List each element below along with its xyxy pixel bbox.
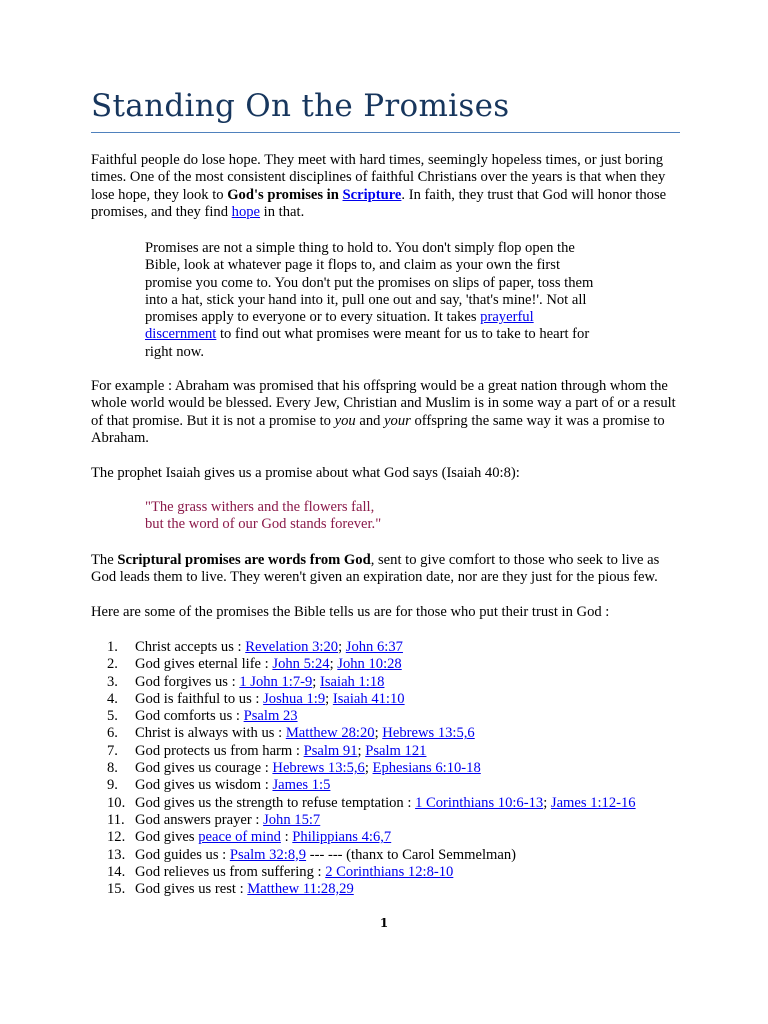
list-item <box>107 847 687 864</box>
reference-separator: ; <box>338 639 346 655</box>
list-item-content <box>135 864 453 881</box>
list-item <box>107 639 687 656</box>
list-item-content <box>135 725 475 742</box>
list-item-number: 2. <box>107 656 118 673</box>
list-item-number: 12. <box>107 829 126 846</box>
title-underline <box>91 132 680 133</box>
list-item-number: 6. <box>107 725 118 742</box>
scripture-link[interactable]: Scripture <box>342 186 402 203</box>
list-item-number: 14. <box>107 863 126 880</box>
list-item-number: 15. <box>107 881 126 898</box>
indented-paragraph <box>145 240 605 361</box>
indented-text-a: Promises are not a simple thing to hold to. You don't simply flop open the Bible, look at whatever page it flops to, and claim as your own the first promise you come to. You don't put the promises on slips of paper, toss them into a hat, stick your hand into it, pull one out and say, 'that's mine!'. Not all promises apply to everyone or to every situation. It takes <box>145 240 594 326</box>
list-item-text: God forgives us : <box>135 673 240 690</box>
reference-separator: ; <box>325 690 333 707</box>
abraham-italic-you: you <box>334 412 356 429</box>
scripture-reference-link[interactable]: Philippians 4:6,7 <box>292 829 392 846</box>
scripture-reference-link[interactable]: 2 Corinthians 12:8-10 <box>325 863 454 880</box>
list-item-content <box>135 812 320 829</box>
scripture-reference-link[interactable]: Psalm 23 <box>243 708 298 725</box>
scripture-reference-link[interactable]: Psalm 91 <box>303 742 358 759</box>
promise-list <box>107 639 687 898</box>
list-item-content <box>135 639 403 656</box>
list-item-text: Christ is always with us : <box>135 725 286 742</box>
reference-separator: ; <box>364 760 373 777</box>
list-item <box>107 725 687 742</box>
scripture-reference-link[interactable]: Isaiah 1:18 <box>320 673 385 690</box>
list-item <box>107 674 687 691</box>
list-item-number: 1. <box>107 639 118 655</box>
intro-text-b: . In faith, they trust that God will honor those promises, and they find <box>91 186 667 220</box>
list-item-text: God comforts us : <box>135 708 244 725</box>
reference-separator: ; <box>374 725 383 742</box>
scriptural-bold: Scriptural promises are words from God <box>117 552 371 568</box>
list-item <box>107 708 687 725</box>
list-item-text: God relieves us from suffering : <box>135 863 326 880</box>
scripture-reference-link[interactable]: Matthew 28:20 <box>285 725 375 742</box>
scripture-reference-link[interactable]: Revelation 3:20 <box>245 639 339 655</box>
reference-separator: ; <box>543 794 551 811</box>
scripture-reference-link[interactable]: Isaiah 41:10 <box>332 690 405 707</box>
list-item-text: God gives us wisdom : <box>135 777 273 794</box>
scripture-reference-link[interactable]: James 1:5 <box>272 777 331 794</box>
list-item-content <box>135 674 384 691</box>
scripture-reference-link[interactable]: John 10:28 <box>337 656 402 673</box>
list-item <box>107 812 687 829</box>
page-title: Standing On the Promises <box>91 88 510 124</box>
list-item-content <box>135 829 391 846</box>
list-item <box>107 829 687 846</box>
intro-text-c: in that. <box>260 203 305 220</box>
list-item-number: 4. <box>107 690 118 707</box>
scripture-reference-link[interactable]: Ephesians 6:10-18 <box>372 760 481 777</box>
scripture-reference-link[interactable]: Psalm 32:8,9 <box>229 846 307 863</box>
list-item-text: God gives us the strength to refuse temptation : <box>135 794 416 811</box>
list-item-number: 11. <box>107 811 125 828</box>
scripture-reference-link[interactable]: Hebrews 13:5,6 <box>382 725 475 742</box>
list-item-text: God guides us : <box>135 846 230 863</box>
list-item-suffix: --- --- (thanx to Carol Semmelman) <box>306 846 516 863</box>
scripture-reference-link[interactable]: John 6:37 <box>345 639 403 655</box>
reference-separator: ; <box>329 656 338 673</box>
list-item-content <box>135 656 402 673</box>
scriptural-text-b: , sent to give comfort to those who seek to live as God leads them to live. They weren't given an expiration date, nor are they just for the pious few. <box>91 552 660 586</box>
reference-separator: ; <box>312 673 320 690</box>
list-item-text: God gives eternal life : <box>135 656 273 673</box>
list-item-number: 7. <box>107 742 118 759</box>
list-item-number: 10. <box>107 794 126 811</box>
list-item <box>107 777 687 794</box>
hope-link[interactable]: hope <box>231 203 261 220</box>
list-item-number: 9. <box>107 777 118 794</box>
quote-line-2: but the word of our God stands forever." <box>145 516 382 533</box>
prayerful-discernment-link[interactable]: prayerful discernment <box>145 309 534 343</box>
page-number: 1 <box>379 916 389 930</box>
list-item-content <box>135 743 426 760</box>
scripture-reference-link[interactable]: John 5:24 <box>272 656 330 673</box>
list-item <box>107 864 687 881</box>
quote-line-1: "The grass withers and the flowers fall, <box>145 499 375 515</box>
list-item-text: God is faithful to us : <box>135 690 264 707</box>
list-item-text: God gives us rest : <box>135 881 248 898</box>
scriptural-promises-paragraph <box>91 552 681 587</box>
list-item-content <box>135 760 481 777</box>
list-item-number: 5. <box>107 708 118 725</box>
list-item <box>107 881 687 898</box>
scripture-reference-link[interactable]: Matthew 11:28,29 <box>247 881 354 898</box>
scriptural-text-a: The <box>91 552 118 568</box>
abraham-italic-your: your <box>384 412 411 429</box>
scripture-reference-link[interactable]: John 15:7 <box>263 811 321 828</box>
list-item-number: 8. <box>107 760 118 777</box>
reference-separator: ; <box>357 742 366 759</box>
list-item-content <box>135 777 330 794</box>
scripture-reference-link[interactable]: Psalm 121 <box>365 742 427 759</box>
list-item <box>107 795 687 812</box>
list-item-content <box>135 708 298 725</box>
abraham-text-b: and <box>355 412 385 429</box>
indented-text-b: to find out what promises were meant for us to take to heart for right now. <box>145 326 590 360</box>
list-intro-paragraph: Here are some of the promises the Bible tells us are for those who put their trust in God : <box>91 604 610 620</box>
list-item-separator: : <box>280 829 293 846</box>
intro-text-a: Faithful people do lose hope. They meet with hard times, seemingly hopeless times, or just boring times. One of the most consistent disciplines of faithful Christians over the years is that when they lose hope, they look to <box>91 152 666 203</box>
isaiah-quote <box>145 499 605 534</box>
list-item-number: 3. <box>107 673 118 690</box>
list-item-text: God protects us from harm : <box>135 742 304 759</box>
list-item-content <box>135 881 354 898</box>
abraham-paragraph <box>91 378 681 447</box>
list-item-content <box>135 847 516 864</box>
intro-paragraph <box>91 152 681 221</box>
list-item-number: 13. <box>107 846 126 863</box>
scripture-reference-link[interactable]: 1 John 1:7-9 <box>239 673 313 690</box>
list-item-text: God answers prayer : <box>135 811 264 828</box>
scripture-reference-link[interactable]: Hebrews 13:5,6 <box>272 760 365 777</box>
list-item-content <box>135 795 636 812</box>
scripture-reference-link[interactable]: James 1:12-16 <box>550 794 636 811</box>
abraham-text-a: For example : Abraham was promised that his offspring would be a great nation through whom the whole world would be blessed. Every Jew, Christian and Muslim is in some way a part of or a result of that promise. But it is not a promise to <box>91 378 676 429</box>
list-item <box>107 691 687 708</box>
intro-bold-gods-promises: God's promises in <box>227 186 343 203</box>
list-item <box>107 743 687 760</box>
list-item-text: Christ accepts us : <box>135 639 246 655</box>
scripture-reference-link[interactable]: Joshua 1:9 <box>263 690 326 707</box>
topic-link[interactable]: peace of mind <box>198 829 281 846</box>
list-item-text: God gives <box>135 829 199 846</box>
scripture-reference-link[interactable]: 1 Corinthians 10:6-13 <box>415 794 544 811</box>
list-item-content <box>135 691 405 708</box>
abraham-text-c: offspring the same way it was a promise to Abraham. <box>91 412 665 446</box>
list-item-text: God gives us courage : <box>135 760 273 777</box>
list-item <box>107 656 687 673</box>
list-item <box>107 760 687 777</box>
isaiah-paragraph: The prophet Isaiah gives us a promise about what God says (Isaiah 40:8): <box>91 465 520 481</box>
